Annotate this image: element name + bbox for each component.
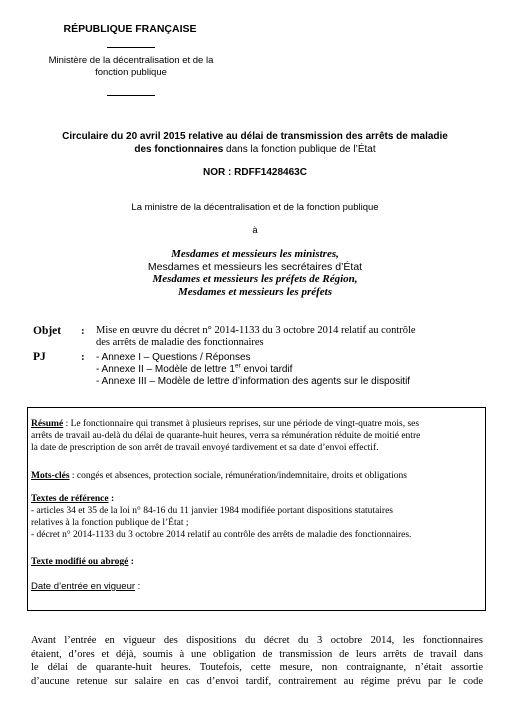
- addressee-prefects: Mesdames et messieurs les préfets: [178, 285, 332, 298]
- objet-label: Objet: [33, 325, 62, 337]
- to-word: à: [252, 225, 258, 236]
- summary-modified: [31, 556, 483, 568]
- body-line-2: étaient, d’ores et déjà, soumis à une obligation de transmission de leurs arrêts de travail dans: [31, 648, 483, 660]
- modified-colon: :: [128, 557, 134, 567]
- republic-heading: RÉPUBLIQUE FRANÇAISE: [63, 23, 197, 35]
- reference-line-2: relatives à la fonction publique de l’État ;: [31, 518, 189, 528]
- pj-item-annex-2-text: - Annexe II – Modèle de lettre 1: [96, 364, 235, 375]
- pj-item-annex-2-sup: er: [234, 362, 241, 370]
- summary-effective-date: [31, 581, 483, 593]
- reference-line-3: - décret n° 2014-1133 du 3 octobre 2014 relatif au contrôle des arrêts de maladie des fonctionnaires.: [31, 530, 412, 540]
- body-line-1: Avant l’entrée en vigueur des dispositions du décret du 3 octobre 2014, les fonctionnaires: [31, 635, 483, 646]
- summary-references: [31, 493, 483, 541]
- reference-line-1: - articles 34 et 35 de la loi n° 84-16 du 11 janvier 1984 modifiée portant dispositions statutaires: [31, 506, 393, 516]
- header-divider-top: [107, 47, 155, 48]
- body-paragraph: [31, 634, 483, 688]
- pj-item-annex-1: - Annexe I – Questions / Réponses: [96, 352, 251, 363]
- resume-line-2: arrêts de travail au-delà du délai de quarante-huit heures, verra sa rémunération réduite de moitié entre: [31, 431, 421, 441]
- pj-item-annex-2-suffix: envoi tardif: [240, 364, 293, 375]
- header-divider-bottom: [107, 95, 155, 96]
- effective-date-label: Date d’entrée en vigueur: [31, 581, 136, 592]
- summary-resume: [31, 418, 483, 454]
- pj-list: [96, 352, 496, 388]
- addressee-secretaries: Mesdames et messieurs les secrétaires d’État: [147, 260, 363, 273]
- circular-title-line-1: Circulaire du 20 avril 2015 relative au délai de transmission des arrêts de maladie: [62, 131, 448, 142]
- objet-text: [96, 325, 486, 349]
- references-colon: :: [108, 494, 115, 504]
- objet-line-2: des arrêts de maladie des fonctionnaires: [96, 337, 264, 348]
- pj-item-annex-3: - Annexe III – Modèle de lettre d’information des agents sur le dispositif: [96, 376, 411, 387]
- pj-item-annex-2: [96, 364, 496, 376]
- references-label: Textes de référence: [31, 494, 109, 504]
- resume-label: Résumé: [31, 419, 64, 429]
- circular-title-line-2: [40, 144, 470, 157]
- ministry-name: [36, 55, 226, 78]
- pj-colon: :: [81, 351, 85, 363]
- nor-reference: NOR : RDFF1428463C: [203, 167, 307, 178]
- circular-title-regular-part: dans la fonction publique de l’État: [223, 143, 376, 155]
- summary-keywords: [31, 470, 483, 482]
- circular-title-bold-part: des fonctionnaires: [134, 143, 224, 155]
- keywords-label: Mots-clés: [31, 471, 70, 481]
- ministry-line-2: fonction publique: [95, 66, 167, 78]
- objet-line-1: Mise en œuvre du décret n° 2014-1133 du 3 octobre 2014 relatif au contrôle: [96, 325, 416, 336]
- circular-title: [40, 131, 470, 156]
- ministry-line-1: Ministère de la décentralisation et de la: [48, 55, 214, 66]
- body-line-3: le délai de quarante-huit heures. Toutefois, cette mesure, non contraignante, n’était assortie: [31, 662, 483, 673]
- addressees: [40, 248, 470, 298]
- sender-line: La ministre de la décentralisation et de la fonction publique: [131, 202, 379, 213]
- modified-label: Texte modifié ou abrogé: [31, 557, 129, 567]
- body-line-4: d’aucune retenue sur salaire en cas d’envoi tardif, contrairement au régime prévu par le code: [31, 675, 483, 687]
- addressee-region-prefects: Mesdames et messieurs les préfets de Région,: [152, 273, 358, 285]
- keywords-text: : congés et absences, protection sociale, rémunération/indemnitaire, droits et obligations: [69, 471, 407, 481]
- resume-line-3: la date de prescription de son arrêt de travail envoyé tardivement et sa date d’envoi effectif.: [31, 443, 379, 453]
- resume-line-1: : Le fonctionnaire qui transmet à plusieurs reprises, sur une période de vingt-quatre mois, ses: [63, 419, 420, 429]
- pj-label: PJ: [33, 351, 46, 363]
- objet-colon: :: [81, 325, 85, 337]
- addressee-ministers: Mesdames et messieurs les ministres,: [171, 248, 339, 260]
- effective-date-colon: :: [135, 581, 141, 592]
